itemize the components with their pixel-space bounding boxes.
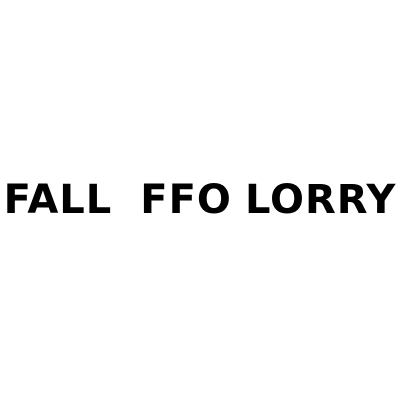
wordmark-word-fall: FALL [3,177,113,223]
wordmark-text [0,172,400,228]
wordmark-word-ffo: FFO [140,177,232,223]
wordmark-word-lorry: LORRY [244,177,397,223]
